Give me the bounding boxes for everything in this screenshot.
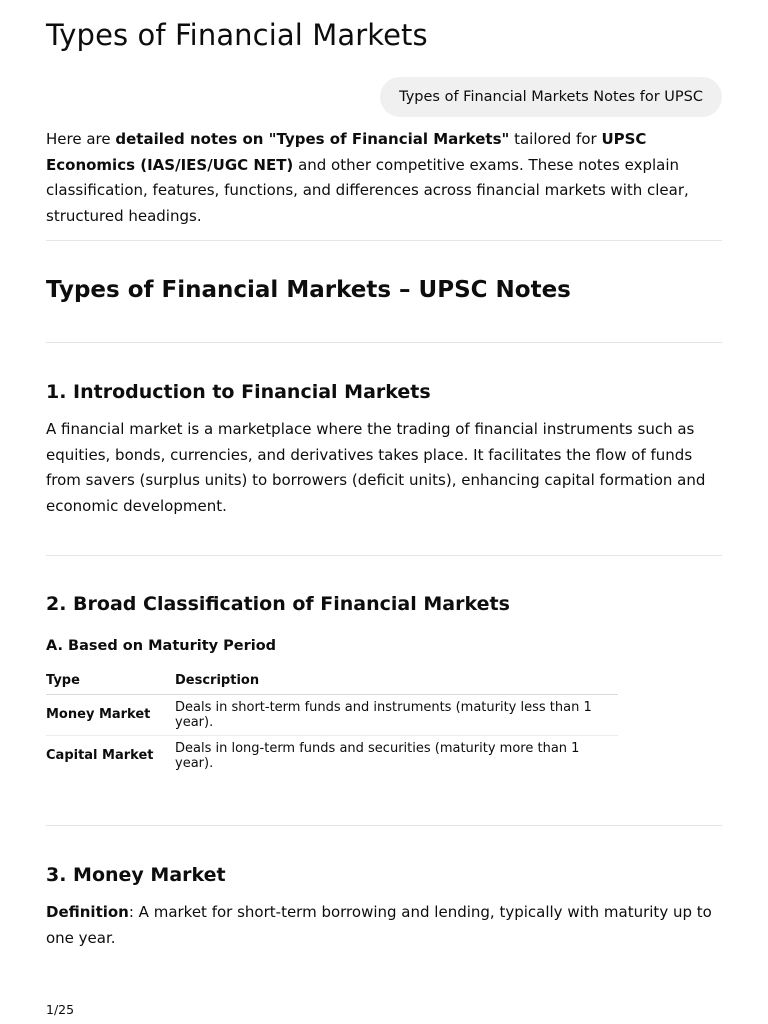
divider: [46, 555, 722, 556]
section-3-definition: [46, 900, 726, 951]
notes-heading: Types of Financial Markets – UPSC Notes: [46, 277, 571, 303]
intro-paragraph: [46, 127, 726, 229]
table-header-description: Description: [175, 668, 618, 694]
table-row: [46, 694, 618, 735]
topic-chip[interactable]: Types of Financial Markets Notes for UPSC: [380, 77, 722, 117]
table-row: [46, 735, 618, 776]
intro-text-1: Here are: [46, 130, 116, 148]
divider: [46, 825, 722, 826]
section-1-body: A financial market is a marketplace where the trading of financial instruments such as equities, bonds, currencies, and derivatives takes place. It facilitates the flow of funds from savers (surplus units) to borrowers (deficit units), enhancing capital formation and economic development.: [46, 420, 706, 515]
divider: [46, 240, 722, 241]
table-cell-description: Deals in long-term funds and securities (maturity more than 1 year).: [175, 740, 580, 771]
intro-text-2: tailored for: [509, 130, 602, 148]
document-title: Types of Financial Markets: [46, 18, 428, 52]
section-1-heading: 1. Introduction to Financial Markets: [46, 381, 431, 403]
page-number: 1/25: [46, 1002, 75, 1017]
table-cell-type: Money Market: [46, 694, 175, 735]
section-2-subheading: A. Based on Maturity Period: [46, 638, 277, 654]
intro-bold-2: UPSC Economics (IAS/IES/UGC NET): [46, 130, 647, 174]
definition-text: : A market for short-term borrowing and lending, typically with maturity up to one year.: [46, 903, 712, 947]
definition-label: Definition: [46, 903, 129, 921]
table-cell-description: Deals in short-term funds and instruments (maturity less than 1 year).: [175, 694, 618, 735]
divider: [46, 342, 722, 343]
table-header-type: Type: [46, 668, 175, 694]
section-2-heading: 2. Broad Classification of Financial Markets: [46, 593, 510, 615]
intro-bold-1: detailed notes on "Types of Financial Markets": [115, 130, 510, 148]
table-header-row: [46, 668, 618, 694]
maturity-table: [46, 668, 618, 776]
section-3-heading: 3. Money Market: [46, 864, 226, 886]
table-cell-type: Capital Market: [46, 748, 154, 764]
intro-text-3: and other competitive exams. These notes explain classification, features, functions, and differences across financial markets with clear, structured headings.: [46, 155, 689, 225]
